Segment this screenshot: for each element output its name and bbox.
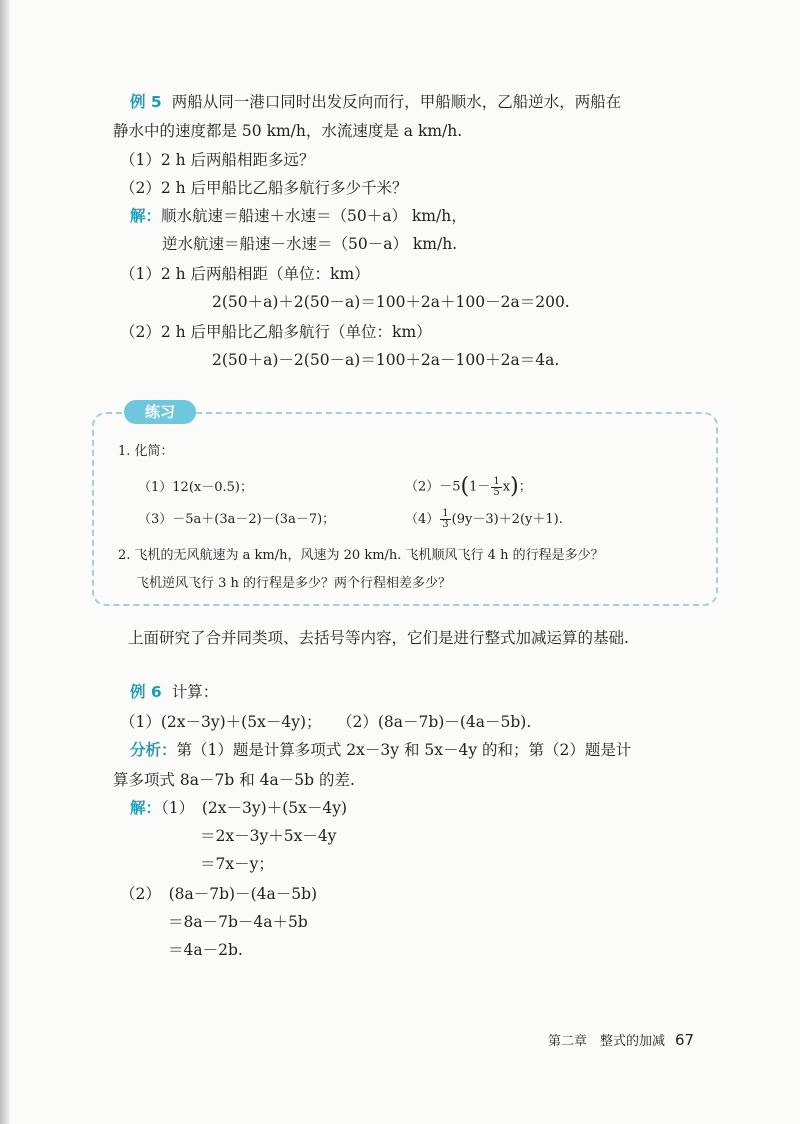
ex6-title: 计算： [171, 683, 219, 701]
ex5-label: 例 5 [130, 93, 162, 111]
ex5-line1 [130, 92, 621, 112]
practice-e2-suffix: x [502, 479, 511, 495]
ex6-s2-line2: ＝8a－7b－4a＋5b [168, 913, 308, 931]
ex6-sol-label: 解： [130, 799, 162, 817]
fraction-one-third [440, 509, 450, 530]
ex5-text2: 静水中的速度都是 50 km/h，水流速度是 a km/h. [113, 122, 463, 140]
ex6-s1-head: （1） (2x－3y)＋(5x－4y) [161, 799, 348, 817]
ex6-s2-line3: ＝4a－2b. [168, 941, 243, 959]
page-number: 67 [675, 1031, 695, 1049]
page-footer [548, 1030, 694, 1049]
fraction-numerator: 1 [493, 475, 500, 487]
ex5-p2-eq: 2(50＋a)－2(50－a)＝100＋2a－100＋2a＝4a. [212, 351, 560, 369]
practice-e1: （1）12(x－0.5)； [138, 480, 253, 495]
ex5-p1: （1）2 h 后两船相距（单位：km） [120, 265, 370, 283]
fraction-denominator: 5 [493, 486, 500, 498]
practice-e2-end: ； [518, 479, 532, 495]
ex6-question: （1）(2x－3y)＋(5x－4y)； （2）(8a－7b)－(4a－5b). [120, 713, 532, 731]
practice-e4 [405, 506, 563, 534]
ex5-p2: （2）2 h 后甲船比乙船多航行（单位：km） [120, 323, 432, 341]
left-paren: ( [460, 474, 470, 499]
practice-item2b: 飞机逆风飞行 3 h 的行程是多少？两个行程相差多少？ [136, 576, 452, 591]
right-paren: ) [510, 474, 519, 499]
ex6-analysis2: 算多项式 8a－7b 和 4a－5b 的差. [113, 771, 355, 789]
practice-e2-prefix: （2）－5 [405, 479, 461, 495]
practice-e2 [405, 472, 532, 503]
chapter-title: 第二章 整式的加减 [548, 1034, 666, 1049]
ex5-p1-eq: 2(50＋a)＋2(50－a)＝100＋2a＋100－2a＝200. [212, 293, 570, 311]
ex6-analysis-line1 [130, 740, 631, 760]
practice-title: 练习 [124, 400, 196, 424]
binding-shadow [0, 0, 10, 1124]
ex5-q2: （2）2 h 后甲船比乙船多航行多少千米？ [120, 179, 408, 197]
ex5-sol2: 逆水航速＝船速－水速＝（50－a） km/h. [162, 235, 458, 253]
ex6-s1-line3: ＝7x－y； [200, 855, 274, 873]
ex5-sol1: 顺水航速＝船速＋水速＝（50＋a） km/h， [161, 207, 467, 225]
ex6-analysis1: 第（1）题是计算多项式 2x－3y 和 5x－4y 的和；第（2）题是计 [176, 741, 632, 759]
practice-e2-inner: 1－ [469, 479, 491, 495]
summary-text: 上面研究了合并同类项、去括号等内容，它们是进行整式加减运算的基础. [128, 629, 629, 647]
ex6-label: 例 6 [130, 683, 162, 701]
ex6-s1-line2: ＝2x－3y＋5x－4y [200, 827, 337, 845]
fraction-one-fifth [491, 477, 501, 498]
practice-item1: 1. 化简： [118, 444, 174, 459]
fraction-numerator: 1 [442, 508, 449, 519]
practice-item2a: 2. 飞机的无风航速为 a km/h，风速为 20 km/h. 飞机顺风飞行 4 h 的行程是多少？ [118, 548, 604, 563]
practice-e3: （3）－5a＋(3a－2)－(3a－7)； [138, 512, 336, 527]
ex5-q1: （1）2 h 后两船相距多远？ [120, 151, 315, 169]
practice-e4-prefix: （4） [405, 512, 440, 527]
ex5-sol-label: 解： [130, 207, 162, 225]
ex5-text1: 两船从同一港口同时出发反向而行，甲船顺水，乙船逆水，两船在 [171, 93, 622, 111]
ex6-sol1-head-line [130, 798, 347, 818]
fraction-denominator: 3 [442, 519, 449, 530]
practice-e4-suffix: (9y－3)＋2(y＋1). [451, 512, 563, 527]
ex6-title-line [130, 682, 218, 702]
ex6-analysis-label: 分析： [130, 741, 177, 759]
ex5-sol1-line [130, 206, 467, 226]
ex6-s2-head: （2） (8a－7b)－(4a－5b) [120, 885, 318, 903]
